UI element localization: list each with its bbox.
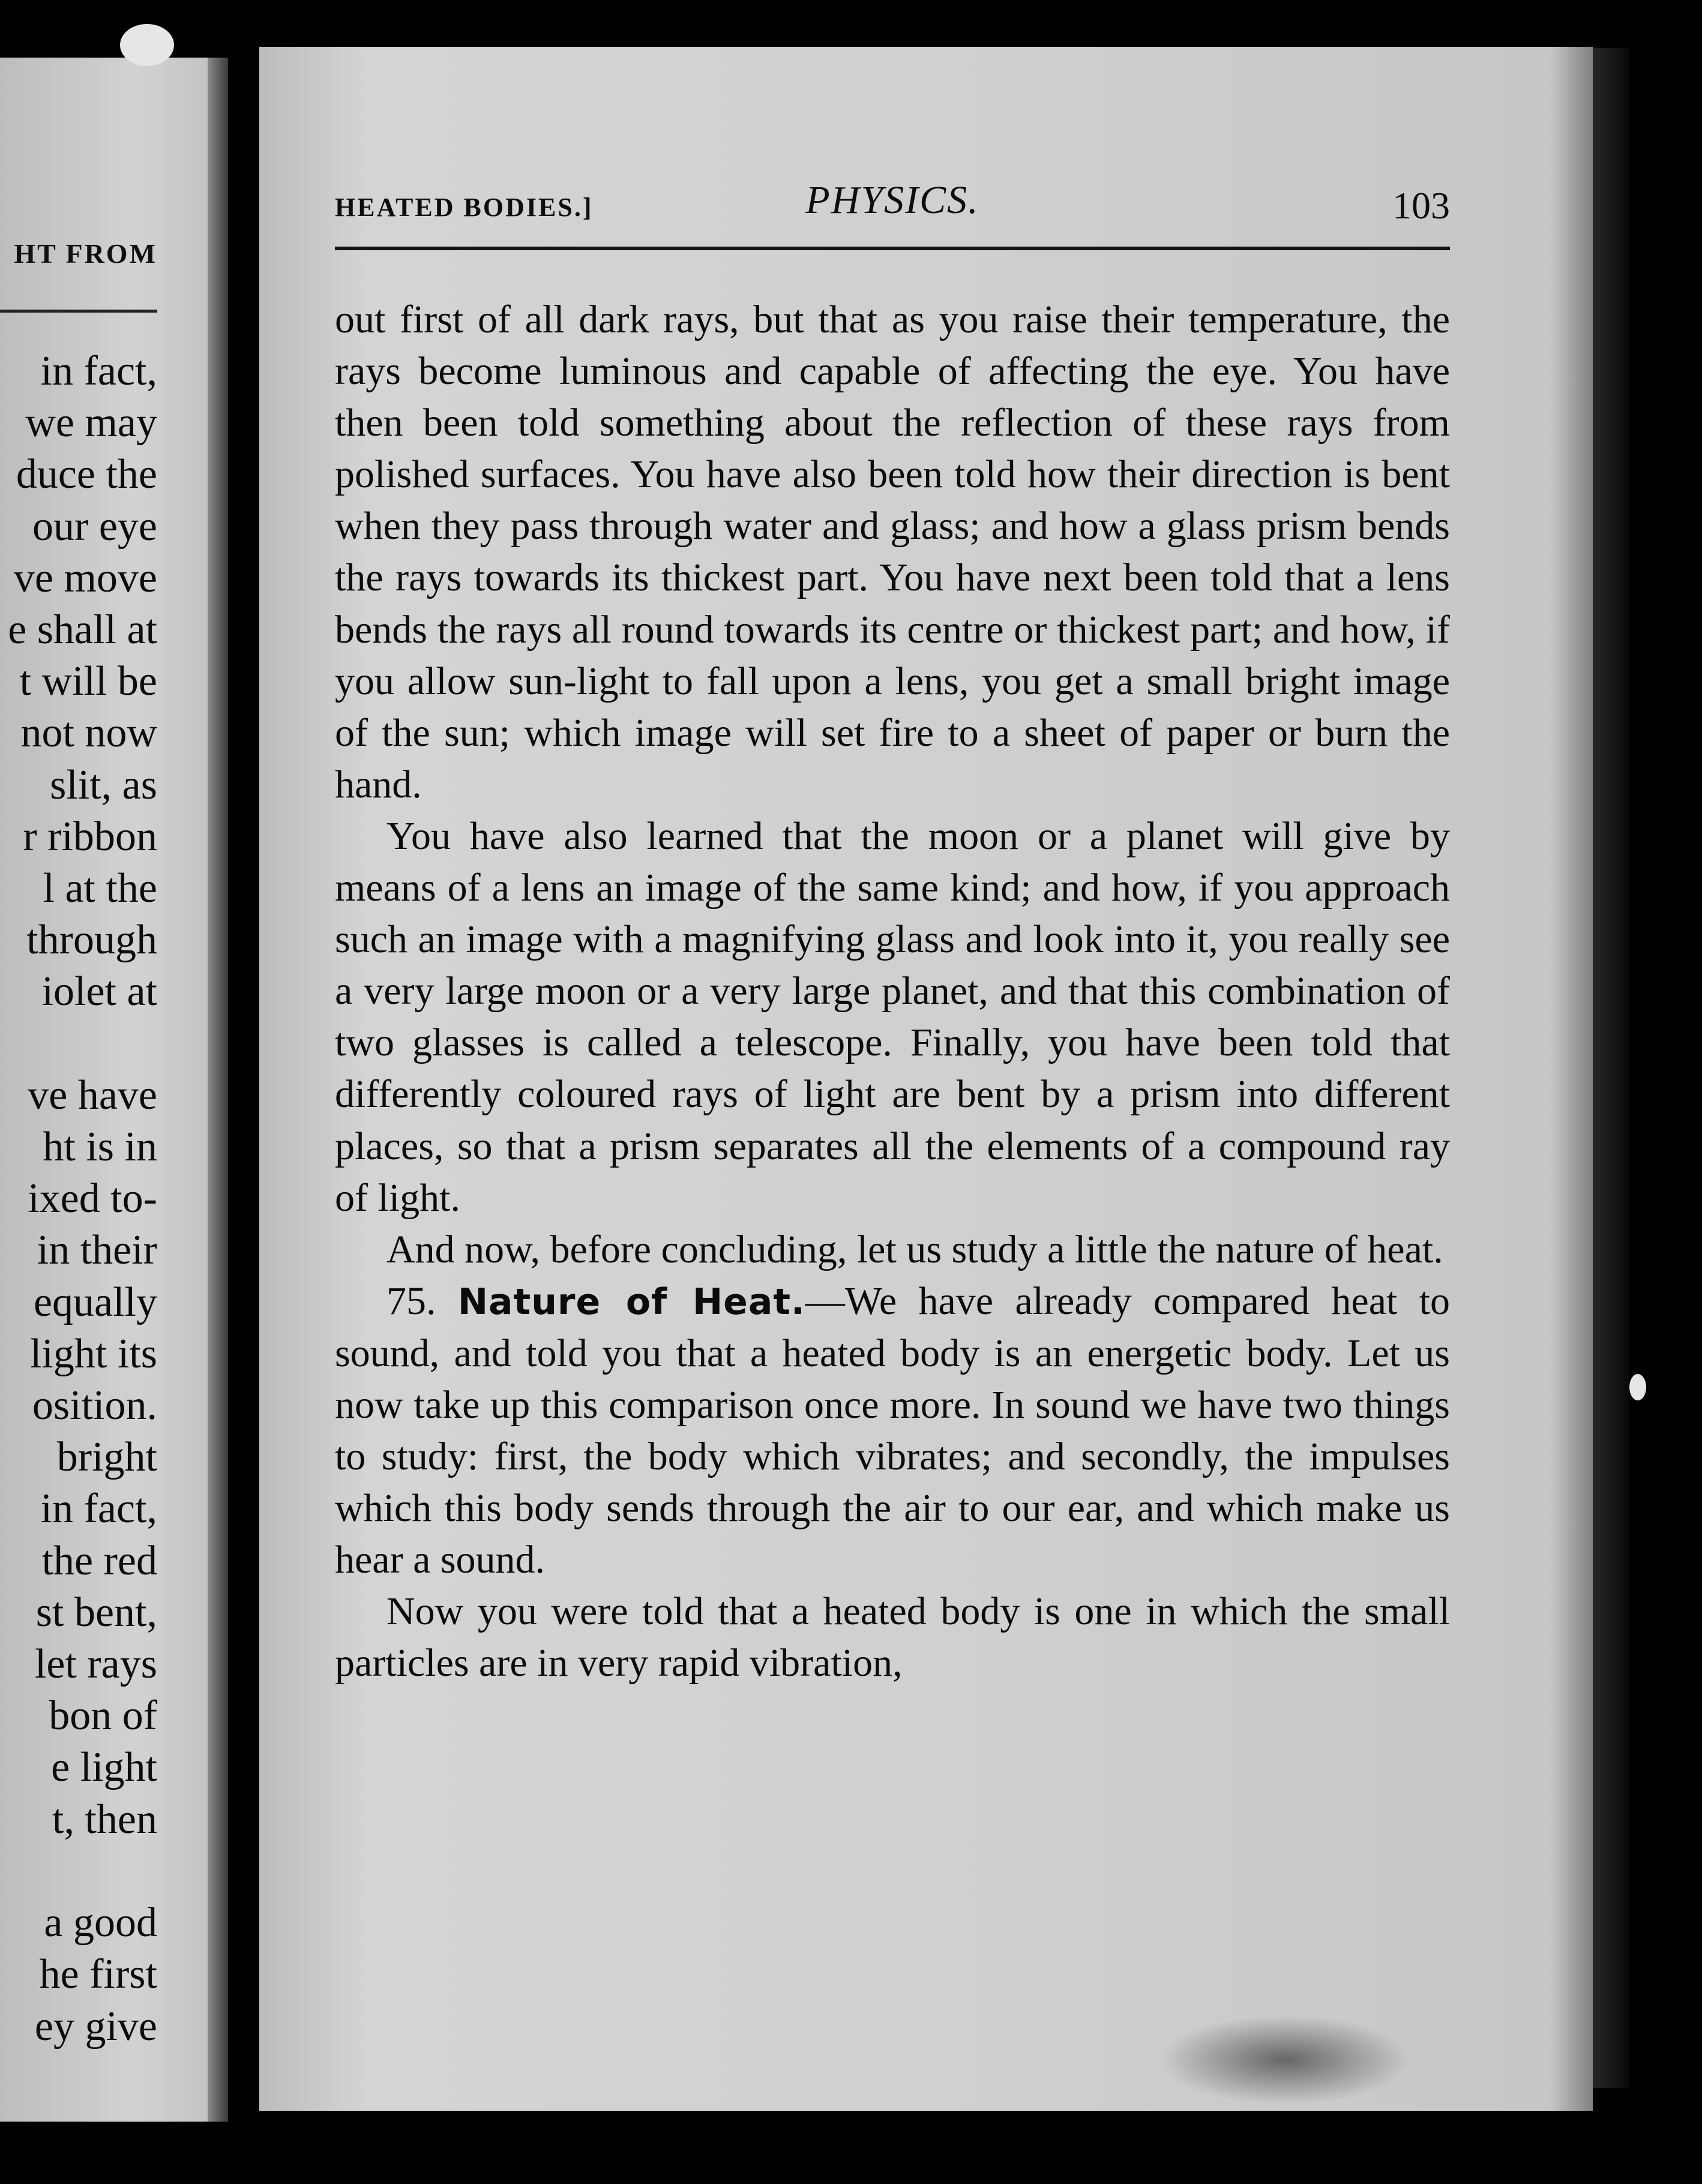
scan-debris bbox=[1629, 1374, 1646, 1400]
section-heading: Nature of Heat. bbox=[457, 1280, 805, 1323]
previous-page-line: bon of bbox=[49, 1693, 157, 1739]
previous-page-line: the red bbox=[41, 1537, 157, 1584]
previous-page-line: ve move bbox=[13, 554, 157, 601]
ink-smudge bbox=[1159, 2015, 1412, 2105]
previous-page-line: through bbox=[26, 917, 157, 964]
paragraph: And now, before concluding, let us study a little the nature of heat. bbox=[386, 1227, 1443, 1271]
previous-page-line: a good bbox=[44, 1900, 157, 1946]
previous-page-line: e shall at bbox=[8, 607, 157, 653]
book-gutter bbox=[208, 58, 228, 2122]
previous-page-line: equally bbox=[33, 1279, 157, 1325]
previous-page-line: let rays bbox=[34, 1641, 157, 1688]
page-number: 103 bbox=[1392, 184, 1450, 227]
previous-page-line-endings bbox=[8, 346, 157, 2053]
running-head bbox=[335, 178, 1450, 232]
previous-page-line: ve have bbox=[28, 1072, 157, 1118]
section-text: —We have already compared heat to sound, and told you that a heated body is an energetic body. Let us now take up this comparison once more. In sound we have two things to study: first, the body which vibrates; and secondly, the impulses which this body sends through the air to our ear, and which make us hear a sound. bbox=[335, 1279, 1451, 1582]
previous-page-line: ey give bbox=[34, 2003, 157, 2050]
previous-page-line: in fact, bbox=[40, 1486, 157, 1532]
previous-page-running-head: HT FROM bbox=[14, 238, 157, 269]
previous-page-line bbox=[8, 1018, 157, 1070]
previous-page-line: duce the bbox=[16, 451, 157, 498]
previous-page-line: st bent, bbox=[35, 1589, 157, 1636]
previous-page-line: t, then bbox=[52, 1796, 157, 1843]
header-rule bbox=[335, 247, 1450, 250]
section-number: 75. bbox=[386, 1279, 436, 1323]
previous-page-line: not now bbox=[20, 710, 157, 757]
previous-page-line: light its bbox=[30, 1330, 157, 1377]
running-head-title: PHYSICS. bbox=[805, 178, 979, 222]
scan-debris bbox=[120, 24, 174, 66]
book-binding-edge bbox=[1593, 48, 1629, 2088]
previous-page-line: ixed to- bbox=[28, 1175, 157, 1222]
previous-page-fragment bbox=[0, 58, 228, 2122]
previous-page-line: t will be bbox=[19, 658, 157, 705]
previous-page-line: in their bbox=[37, 1227, 157, 1274]
previous-page-line: we may bbox=[25, 400, 157, 446]
previous-page-line: in fact, bbox=[40, 348, 157, 394]
previous-page-line: he first bbox=[39, 1951, 157, 1998]
previous-page-line: ht is in bbox=[43, 1124, 157, 1171]
page-edge-shadow bbox=[1551, 47, 1593, 2111]
previous-page-rule bbox=[0, 310, 157, 313]
running-head-section: HEATED BODIES.] bbox=[335, 193, 594, 222]
previous-page-line: r ribbon bbox=[23, 813, 157, 860]
previous-page-line: iolet at bbox=[41, 968, 157, 1015]
previous-page-line: e light bbox=[51, 1744, 157, 1791]
previous-page-line: our eye bbox=[32, 503, 157, 550]
previous-page-line bbox=[8, 1846, 157, 1897]
paragraph: You have also learned that the moon or a planet will give by means of a lens an image of the same kind; and how, if you approach such an image with a magnifying glass and look into it, you really see a very large moon or a very large planet, and that this combination of two glasses is called a telescope. Finally, you have been told that differently coloured rays of light are bent by a prism into different places, so that a prism separates all the elements of a compound ray of light. bbox=[335, 814, 1450, 1220]
paragraph: out first of all dark rays, but that as you raise their temperature, the rays become luminous and capable of affecting the eye. You have then been told something about the reflection of these rays from polished surfaces. You have also been told how their direction is bent when they pass through water and glass; and how a glass prism bends the rays towards its thickest part. You have next been told that a lens bends the rays all round towards its centre or thickest part; and how, if you allow sun-light to fall upon a lens, you get a small bright image of the sun; which image will set fire to a sheet of paper or burn the hand. bbox=[335, 298, 1450, 806]
previous-page-line: slit, as bbox=[50, 761, 157, 808]
section-paragraph bbox=[335, 1276, 1450, 1586]
previous-page-line: bright bbox=[56, 1434, 157, 1481]
previous-page-line: osition. bbox=[32, 1382, 157, 1429]
book-page bbox=[259, 47, 1593, 2111]
page-body bbox=[335, 294, 1450, 1690]
paragraph: Now you were told that a heated body is one in which the small particles are in very rapid vibration, bbox=[335, 1589, 1450, 1685]
previous-page-line: l at the bbox=[43, 865, 157, 912]
